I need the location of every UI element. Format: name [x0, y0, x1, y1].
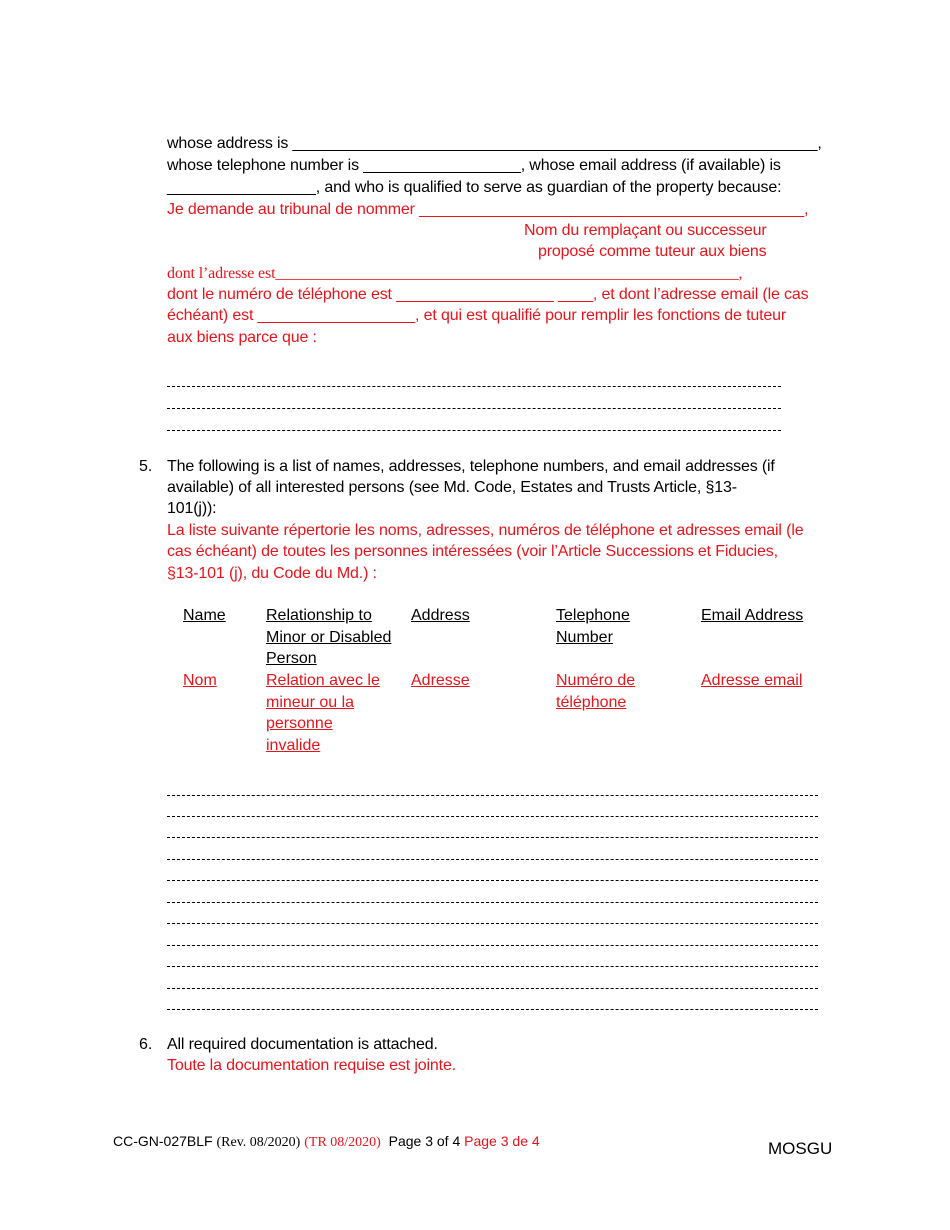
header-name: Name — [183, 607, 226, 624]
guardian-address-line: whose address is ____________________________________________________________, — [167, 135, 822, 152]
reason-blank-line[interactable] — [167, 386, 781, 387]
fr-caption-role: proposé comme tuteur aux biens — [538, 243, 767, 260]
fr-reason-line: aux biens parce que : — [167, 329, 317, 346]
header-address: Address — [411, 607, 470, 624]
interested-person-line[interactable] — [167, 902, 818, 903]
item-5-en-line: available) of all interested persons (see Md. Code, Estates and Trusts Article, §13- — [167, 479, 737, 496]
page-number-fr: Page 3 de 4 — [464, 1133, 540, 1149]
item-6-number: 6. — [139, 1036, 153, 1053]
header-fr-email: Adresse email — [701, 672, 803, 689]
guardian-telephone-line: whose telephone number is __________________, whose email address (if available) is — [167, 157, 781, 174]
header-telephone: Telephone Number — [556, 607, 630, 646]
interested-person-line[interactable] — [167, 988, 818, 989]
revision: (Rev. 08/2020) — [216, 1135, 301, 1150]
reason-blank-line[interactable] — [167, 430, 781, 431]
item-5-fr-line: §13-101 (j), du Code du Md.) : — [167, 565, 377, 582]
item-5-en-line: 101(j)): — [167, 500, 217, 517]
header-fr-address: Adresse — [411, 672, 470, 689]
interested-person-line[interactable] — [167, 966, 818, 967]
fr-nominate-line: Je demande au tribunal de nommer ____________________________________________, — [167, 201, 809, 218]
interested-person-line[interactable] — [167, 923, 818, 924]
header-fr-telephone: Numéro de téléphone — [556, 672, 636, 711]
footer — [113, 1133, 540, 1151]
page-number: Page 3 of 4 — [388, 1133, 461, 1149]
interested-person-line[interactable] — [167, 816, 818, 817]
fr-address-line: dont l’adresse est___________________________________________________________, — [167, 265, 743, 282]
header-relationship: Relationship to Minor or Disabled Person — [266, 607, 392, 667]
item-6-en: All required documentation is attached. — [167, 1036, 438, 1053]
item-5-number: 5. — [139, 458, 153, 475]
fr-email-line: échéant) est __________________, et qui est qualifié pour remplir les fonctions de tuteur — [167, 307, 787, 324]
reason-blank-line[interactable] — [167, 408, 781, 409]
interested-person-line[interactable] — [167, 859, 818, 860]
form-code: MOSGU — [768, 1139, 833, 1158]
fr-caption-name: Nom du remplaçant ou successeur — [524, 222, 767, 239]
form-id: CC-GN-027BLF — [113, 1133, 213, 1149]
fr-telephone-line: dont le numéro de téléphone est __________________ ____, et dont l’adresse email (le cas — [167, 286, 809, 303]
interested-person-line[interactable] — [167, 945, 818, 946]
interested-person-line[interactable] — [167, 837, 818, 838]
interested-person-line[interactable] — [167, 1009, 818, 1010]
item-6-fr: Toute la documentation requise est jointe. — [167, 1057, 456, 1074]
header-fr-name: Nom — [183, 672, 217, 689]
interested-person-line[interactable] — [167, 880, 818, 881]
item-5-fr-line: La liste suivante répertorie les noms, adresses, numéros de téléphone et adresses email (le — [167, 522, 804, 539]
interested-person-line[interactable] — [167, 795, 818, 796]
header-fr-relationship: Relation avec le mineur ou la personne invalide — [266, 672, 380, 754]
item-5-en-line: The following is a list of names, addresses, telephone numbers, and email addresses (if — [167, 458, 775, 475]
translation-revision: (TR 08/2020) — [304, 1135, 381, 1150]
guardian-qualified-line: _________________, and who is qualified to serve as guardian of the property because: — [167, 179, 782, 196]
header-email: Email Address — [701, 607, 804, 624]
item-5-fr-line: cas échéant) de toutes les personnes intéressées (voir l’Article Successions et Fiducies, — [167, 543, 778, 560]
